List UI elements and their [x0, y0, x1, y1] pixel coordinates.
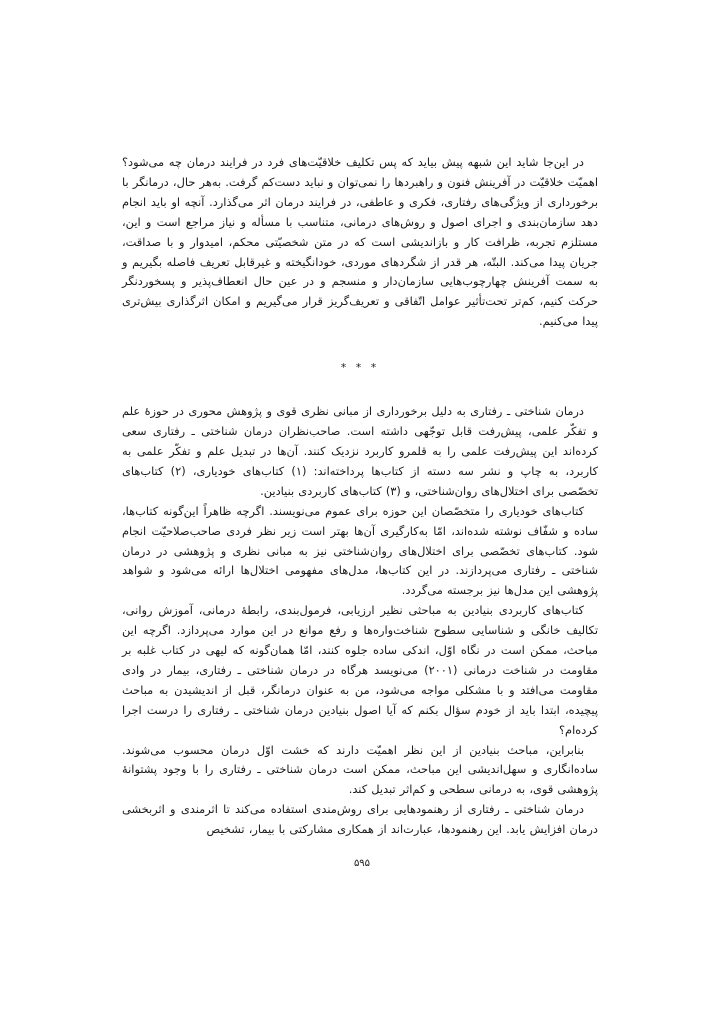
page-number: ۵۹۵ [353, 858, 371, 869]
paragraph-foundational-books: کتاب‌های کاربردی بنیادین به مباحثی نظیر ارزیابی، فرمول‌بندی، رابطهٔ درمانی، آموزش روانی، تکالیف خانگی و شناسایی سطوح شناخت‌واره‌ها و رفع موانع در این موارد می‌پردازد. اگرچه این مباحث، ممکن است در نگاه اوّل، اندکی ساده جلوه کنند، امّا همان‌گونه که لیهی در کتاب غلبه بر مقاومت در شناخت درمانی (۲۰۰۱) می‌نویسد هرگاه در درمان شناختی ـ رفتاری، بیمار در وادی مقاومت می‌افتد و با مشکلی مواجه می‌شود، من به عنوان درمانگر، قبل از اندیشیدن به مباحث پیچیده، ابتدا باید از خودم سؤال بکنم که آیا اصول بنیادین درمان شناختی ـ رفتاری را درست اجرا کرده‌ام؟ [122, 603, 598, 737]
body-text [122, 153, 598, 840]
paragraph-foundations-importance: بنابراین، مباحث بنیادین از این نظر اهمیّت دارند که خشت اوّل درمان محسوب می‌شوند. ساده‌انگاری و سهل‌اندیشی این مباحث، ممکن است درمان شناختی ـ رفتاری را با وجود پشتوانهٔ پژوهشی قوی، به درمانی سطحی و کم‌اثر تبدیل کند. [122, 742, 598, 797]
section-separator: * * * [340, 360, 380, 374]
paragraph-cbt-intro: درمان شناختی ـ رفتاری به دلیل برخورداری از مبانی نظری قوی و پژوهش محوری در حوزهٔ علم و تفکّر علمی، پیش‌رفت قابل توجّهی داشته است. صاحب‌نظران درمان شناختی ـ رفتاری سعی کرده‌اند این پیش‌رفت علمی را به قلمرو کاربرد نزدیک کنند. آن‌ها در تبدیل علم و تفکّر علمی به کاربرد، به چاپ و نشر سه دسته از کتاب‌ها پرداخته‌اند: (۱) کتاب‌های خودیاری، (۲) کتاب‌های تخصّصی برای اختلال‌های روان‌شناختی، و (۳) کتاب‌های کاربردی بنیادین. [122, 404, 598, 498]
paragraph-self-help-books: کتاب‌های خودیاری را متخصّصان این حوزه برای عموم می‌نویسند. اگرچه ظاهراً این‌گونه کتاب‌ها، ساده و شفّاف نوشته شده‌اند، امّا به‌کارگیری آن‌ها بهتر است زیر نظر فردی صاحب‌صلاحیّت انجام شود. کتاب‌های تخصّصی برای اختلال‌های روان‌شناختی نیز به مبانی نظری و پژوهشی در درمان شناختی ـ رفتاری می‌پردازند. در این کتاب‌ها، مدل‌های مفهومی اختلال‌ها ارائه می‌شود و شواهد پژوهشی این مدل‌ها نیز برجسته می‌گردد. [122, 503, 598, 598]
paragraph-guidelines: درمان شناختی ـ رفتاری از رهنمودهایی برای روش‌مندی استفاده می‌کند تا اثرمندی و اثربخشی درمان افزایش یابد. این رهنمودها، عبارت‌اند از همکاری مشارکتی با بیمار، تشخیص [122, 802, 598, 837]
paragraph-creativity: در این‌جا شاید این شبهه پیش بیاید که پس تکلیف خلاقیّت‌های فرد در فرایند درمان چه می‌شود؟ اهمیّت خلاقیّت در آفرینش فنون و راهبردها را نمی‌توان و نباید دست‌کم گرفت. به‌هر حال، درمانگر با برخورداری از ویژگی‌های رفتاری، فکری و عاطفی، در فرایند درمان اثر می‌گذارد. آنچه او باید انجام دهد سازمان‌بندی و اجرای اصول و روش‌های درمانی، متناسب با مسأله و نیاز مراجع است و این، مستلزم تجربه، ظرافت کار و بازاندیشی است که در متن شخصیّتی محکم، امیدوار و با صداقت، جریان پیدا می‌کند. البتّه، هر قدر از شگردهای موردی، خودانگیخته و غیرقابل تعریف فاصله بگیریم و به سمت آفرینش چهارچوب‌هایی سازمان‌دار و منسجم و در عین حال انعطاف‌پذیر و پسخوردنگر حرکت کنیم، کم‌تر تحت‌تأثیر عوامل اتّفاقی و تعریف‌گریز قرار می‌گیریم و امکان اثرگذاری بیش‌تری پیدا می‌کنیم. [122, 155, 598, 329]
